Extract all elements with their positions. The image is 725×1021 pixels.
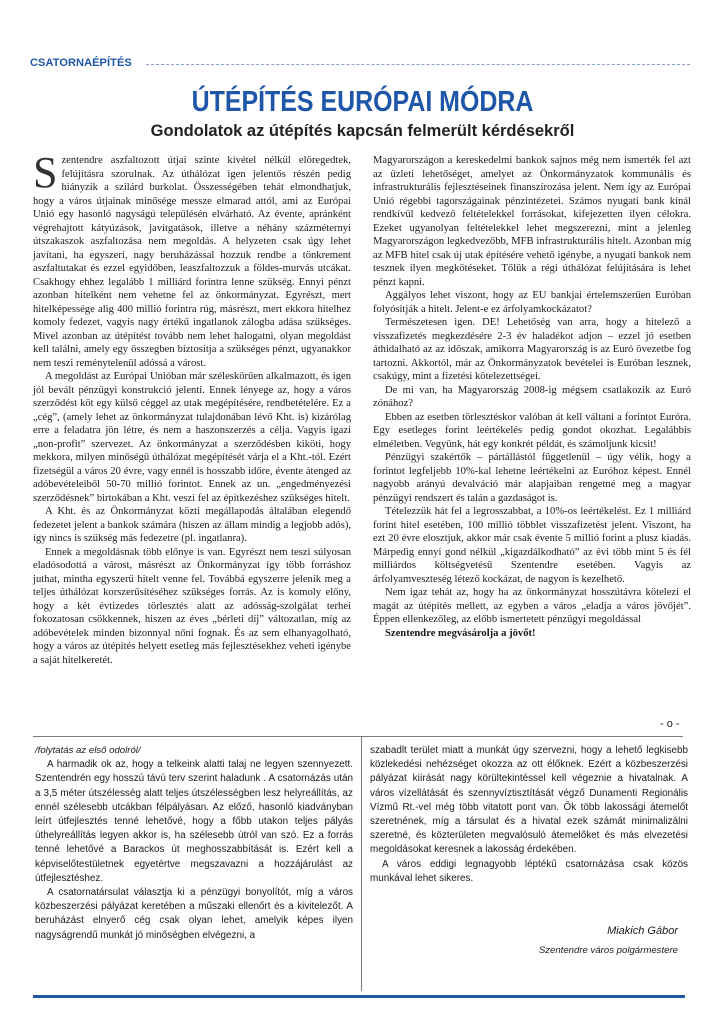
box-column-left — [35, 744, 353, 943]
article-paragraph: Pénzügyi szakértők – pártállástól függetlenül – úgy vélik, hogy a forintot legfeljebb 10%-kal lehetne leértékelni az Euróhoz képest. Ennél nagyobb arányú devalváció már alapjaiban rengetné meg a magyar pénzügyi rendszert és talán a gazdaságot is. — [373, 452, 691, 504]
article-paragraph: Ebben az esetben törlesztéskor valóban át kell váltani a forintot Euróra. Egy esetleges forint leértékelés pedig gondot okozhat. Legalábbis elméletben. Vegyünk, hát egy konkrét példát, és számoljunk kicsit! — [373, 411, 691, 450]
bottom-rule — [33, 995, 685, 998]
author-name: Miakich Gábor — [607, 925, 678, 937]
article-paragraph: Magyarországon a kereskedelmi bankok sajnos még nem ismerték fel azt az üzleti lehetőséget, amelyet az Önkormányzatok kommunális és infrastrukturális fejlesztéseinek finanszírozása jelent. Nem így az Európai Unió régebbi tagországainak pénzintézetei. Számos nyugati bank kínál rendkívül kedvező feltételekkel forrásokat, kifejezetten ilyen célokra. Ezeket ugyanolyan feltételekkel lehet megszerezni, mint a jelenleg Magyarországon legkedvezőbb, MFB infrastrukturális hitelt. Azonban míg az MFB hitel csak új utak építésére vehető igénybe, a nyugati bankok nem tesznek ilyen megkötéseket. Tőlük a régi úthálózat felújítására is lehet pénzt kapni. — [373, 155, 691, 288]
end-mark: - o - — [660, 718, 680, 730]
box-column-right — [370, 744, 688, 886]
section-divider — [146, 64, 690, 65]
article-paragraph: De mi van, ha Magyarország 2008-ig mégsem csatlakozik az Euró zónához? — [373, 384, 691, 409]
article-column-right — [373, 154, 691, 640]
article-paragraph: A megoldást az Európai Unióban már széleskörűen alkalmazott, és igen jól bevált pénzügyi konstrukció jelenti. Ennek lényege az, hogy a város szerződést köt egy külső céggel az utak megépítésére, rendbetételére. Ez a „cég”, (amely lehet az önkormányzat tulajdonában lévő Kht. is) kizárólag erre a feladatra jön létre, és nem a haszonszerzés a célja. Vagyis igazi „non-profit” szervezet. Az önkormányzat a szerződésben kiköti, hogy mekkora, milyen minőségű úthálózat megépítését várja el a Kht.-tól. Ezért fizetségül a város 20 évre, vagy ennél is hosszabb időre, évente átenged az adóbevételeiből 50-70 millió forintot. Ennek az un. „engedményezési szerződésnek” birtokában a Kht. veszi fel az építkezéshez szükséges hitelt. — [33, 371, 351, 504]
article-paragraph: Természetesen igen. DE! Lehetőség van arra, hogy a hitelező a visszafizetés megkezdésére 2-3 év haladékot adjon – ezzel jó esetben áthidalható az az időszak, amikorra Magyarország is az Euró övezetbe fog tartozni. Akkortól, már az Önkormányzatok bevételei is Euróban lesznek, csakúgy, mint a fizetési kötelezettségei. — [373, 317, 691, 382]
article-paragraph: A Kht. és az Önkormányzat közti megállapodás általában elegendő fedezetet jelent a bankok számára (hiszen az állam mindig a legjobb adós), így nincs is szükség más fedezetre (pl. ingatlanra). — [33, 506, 351, 544]
article-title: ÚTÉPÍTÉS EURÓPAI MÓDRA — [191, 86, 534, 118]
drop-cap: S — [33, 148, 58, 197]
article-paragraph — [33, 148, 351, 370]
section-label: CSATORNAÉPÍTÉS — [30, 57, 132, 69]
continuation-note: /folytatás az első odolról/ — [35, 745, 141, 756]
article-paragraph: Ennek a megoldásnak több előnye is van. Egyrészt nem teszi súlyosan eladósodottá a várost, másrészt az Önkormányzat így több forráshoz juthat, mintha egyszerű hitelt venne fel. Továbbá egyszerre jelenik meg a teljes úthálózat korszerűsítéséhez szükséges forrás. Az is komoly előny, hogy a két évtizedes törlesztés alatt az adósság-szolgálat terhei fokozatosan csökkennek, hiszen az éves „bérleti díj” változatlan, míg az adóbevételek minden bizonnyal nőni fognak. És az sem elhanyagolható, hogy a város az útépítés helyett esetleg más fejlesztésekhez veheti igénybe a saját hitelkeretét. — [33, 546, 351, 666]
box-paragraph: szabadlt terület miatt a munkát úgy szervezni, hogy a lehető legkisebb közlekedési nehézséget okozza az ott élőknek. Ezért a közbeszerzési pályázat kiírását nagy körültekintéssel kell végeznie a hivatalnak. A város vízellátását és szennyvíztisztítását végző Dunamenti Regionális Vízmű Rt.-vel még több vitatott pont van. Ők több lakossági átemelőt szeretnének, míg a társulat és a hivatal ezek számát minimalizálni szeretné, és közterületen megvalósuló átemelőket és más elvezetési megoldásokat keresnek a lakosság érdekében. — [370, 745, 688, 856]
box-paragraph: A harmadik ok az, hogy a telkeink alatti talaj ne legyen szennyezett. Szentendrén egy hosszú távú terv szerint haladunk . A csatornázás után a 3,5 méter útszélesség alatt teljes útszélességben lesz helyreállítás, az ennél szélesebb utcákban félpályásan. Az előző, hasonló kiadványban leírt útfejlesztés tenné lehetővé, hogy a főbb utakon teljes pályás úthelyreállítás legyen akkor is, ha szélesebb útról van szó. Ez a forrás tenné lehetővé a Barackos út meghosszabbítását is. Ezért kell a képviselőtestületnek egyetértve megszavazni a hozzájárulást az útfejlesztéshez. — [35, 759, 353, 884]
box-column-divider — [361, 736, 362, 991]
article-paragraph: Tételezzük hát fel a legrosszabbat, a 10%-os leértékelést. Ez 1 milliárd forint hitel esetében, 100 millió többlet visszafizetést jelent. Viszont, ha ezt 20 évre elosztjuk, akkor már csak évente 5 millió forint a plusz kiadás. Márpedig ennyi gond nélkül „kigazdálkodható” az évi több mint 5 és fél milliárdos költségvetésű Szentendre esetében. Vagyis az árfolyamveszteség létező kockázat, de nagyon is kezelhető. — [373, 506, 691, 585]
article-paragraph: Nem igaz tehát az, hogy ha az önkormányzat hosszútávra kötelezi el magát az útépítés mellett, az egyben a város „eladja a város jövőjét”. Éppen ellenkezőleg, az előbb ismertetett pénzügyi megoldással — [373, 587, 691, 625]
article-subtitle: Gondolatok az útépítés kapcsán felmerült kérdésekről — [150, 122, 575, 140]
article-column-left — [33, 148, 351, 667]
article-signoff: Szentendre megvásárolja a jövőt! — [385, 627, 536, 639]
paragraph-text: zentendre aszfaltozott útjai szinte kivétel nélkül elöregedtek, felújításra szorulnak. Az úthálózat igen jelentős részén pedig hiányzik a szilárd burkolat. Összességében tehát elmondhatjuk, hogy a város útjainak minősége messze elmarad attól, ami az Európai Unió egy hasonló nagyságú településén elvárható. Az évente, apránként végrehajtott kátyúzások, javítgatások, illetve a néhány százméternyi útszakaszok aszfaltozása nem megoldás. A helyzeten csak úgy lehet javítani, ha egyszeri, nagy beruházással hozzuk rendbe a tönkrement aszfaltutakat és ezzel egyidőben, leaszfaltozzuk a földes-murvás utcákat. Csakhogy ehhez legalább 1 milliárd forintra lenne szükség. Ennyi pénzt azonban hitelként nem vehetne fel az önkormányzat. Egyrészt, mert hitelképessége alig 400 millió forintra rúg, másrészt, mert ekkora hitelhez komoly fedezet, vagyis nagy értékű ingatlanok zálogba adása szükséges. Mivel azonban az útépítést tovább nem lehet halogatni, olyan megoldást kell találni, amely egy összegben biztosítja a szükséges pénzt, ugyanakkor nem teszi reménytelenül adóssá a várost. — [33, 155, 351, 369]
section-header — [30, 53, 690, 73]
author-role: Szentendre város polgármestere — [538, 945, 678, 956]
box-paragraph: A csatornatársulat választja ki a pénzügyi bonyolítót, míg a város közbeszerzési pályázat keretében a műszaki ellenőrt és a kivitelezőt. A beruházást elnyerő cég csak olyan lehet, amelyik képes ilyen nagyságrendű munkát jó minőségben elvégezni, a — [35, 887, 353, 941]
box-paragraph: A város eddigi legnagyobb léptékű csatornázása csak közös munkával lehet sikeres. — [370, 858, 688, 884]
article-paragraph: Aggályos lehet viszont, hogy az EU bankjai értelemszerűen Euróban folyósítják a hitelt. Jelent-e ez árfolyamkockázatot? — [373, 290, 691, 315]
